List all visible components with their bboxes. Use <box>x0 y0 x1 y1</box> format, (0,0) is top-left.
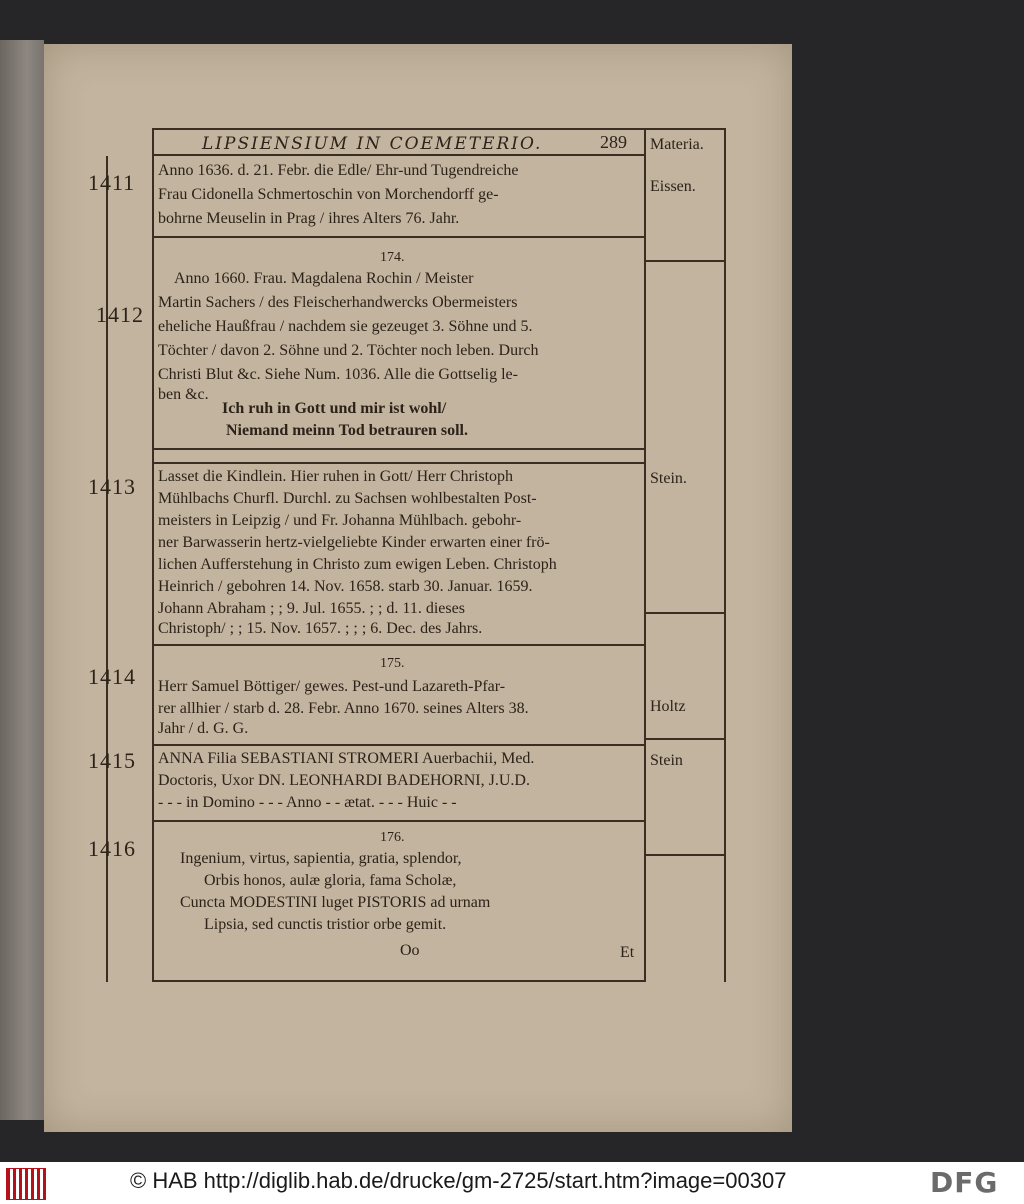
entry-line: Jahr / d. G. G. <box>158 720 249 737</box>
entry-line: Heinrich / gebohren 14. Nov. 1658. starb 30. Januar. 1659. <box>158 578 533 595</box>
column-label: Materia. <box>650 136 704 153</box>
running-title: LIPSIENSIUM IN COEMETERIO. <box>202 134 543 154</box>
bottom-rule <box>152 980 646 982</box>
entry-divider <box>152 236 646 238</box>
entry-line: Töchter / davon 2. Söhne und 2. Töchter noch leben. Durch <box>158 342 539 359</box>
entry-number: 1416 <box>88 836 136 861</box>
entry-line: Ingenium, virtus, sapientia, gratia, splendor, <box>180 850 462 867</box>
entry-line: Doctoris, Uxor DN. LEONHARDI BADEHORNI, J.U.D. <box>158 772 530 789</box>
entry-line: meisters in Leipzig / und Fr. Johanna Mühlbach. gebohr- <box>158 512 522 529</box>
material-divider <box>644 854 724 856</box>
entry-line: Anno 1636. d. 21. Febr. die Edle/ Ehr-und Tugendreiche <box>158 162 519 179</box>
entry-line: Christoph/ ; ; 15. Nov. 1657. ; ; ; 6. Dec. des Jahrs. <box>158 620 483 637</box>
entry-number: 1413 <box>88 474 136 499</box>
entry-line: bohrne Meuselin in Prag / ihres Alters 76. Jahr. <box>158 210 460 227</box>
material-divider <box>644 612 724 614</box>
entry-line: ben &c. <box>158 386 209 403</box>
left-page-edge <box>0 40 44 1120</box>
entry-number: 1414 <box>88 664 136 689</box>
number-column-rule <box>152 128 154 982</box>
entry-line: Martin Sachers / des Fleischerhandwercks Obermeisters <box>158 294 518 311</box>
entry-divider <box>152 448 646 450</box>
entry-line: Herr Samuel Böttiger/ gewes. Pest-und Lazareth-Pfar- <box>158 678 506 695</box>
entry-divider <box>152 744 646 746</box>
entry-number: 1411 <box>88 170 136 195</box>
material-label: Stein. <box>650 470 687 487</box>
entry-line: Christi Blut &c. Siehe Num. 1036. Alle die Gottselig le- <box>158 366 518 383</box>
entry-line: ANNA Filia SEBASTIANI STROMERI Auerbachii, Med. <box>158 750 535 767</box>
entry-line: Mühlbachs Churfl. Durchl. zu Sachsen wohlbestalten Post- <box>158 490 537 507</box>
signature-mark: Oo <box>400 942 420 959</box>
entry-line: Lipsia, sed cunctis tristior orbe gemit. <box>204 916 447 933</box>
footer-bar <box>0 1162 1024 1204</box>
page-number: 289 <box>600 132 627 152</box>
material-divider <box>644 260 724 262</box>
entry-line: rer allhier / starb d. 28. Febr. Anno 1670. seines Alters 38. <box>158 700 529 717</box>
material-label: Holtz <box>650 698 686 715</box>
material-label: Stein <box>650 752 683 769</box>
entry-line: Lasset die Kindlein. Hier ruhen in Gott/ Herr Christoph <box>158 468 514 485</box>
entry-line: lichen Aufferstehung in Christo zum ewigen Leben. Christoph <box>158 556 557 573</box>
verse-line: Niemand meinn Tod betrauren soll. <box>226 422 468 439</box>
credit-link[interactable]: © HAB http://diglib.hab.de/drucke/gm-2725/start.htm?image=00307 <box>130 1168 787 1193</box>
entry-line: Frau Cidonella Schmertoschin von Morchendorff ge- <box>158 186 499 203</box>
entry-number: 1415 <box>88 748 136 773</box>
entry-line: ner Barwasserin hertz-vielgeliebte Kinder erwarten einer frö- <box>158 534 550 551</box>
book-page <box>44 44 792 1132</box>
material-divider <box>644 738 724 740</box>
hab-logo-icon <box>6 1168 46 1200</box>
entry-line: - - - in Domino - - - Anno - - ætat. - - - Huic - - <box>158 794 457 811</box>
entry-line: Cuncta MODESTINI luget PISTORIS ad urnam <box>180 894 491 911</box>
entry-counter: 174. <box>380 250 405 265</box>
entry-line: eheliche Haußfrau / nachdem sie gezeuget 3. Söhne und 5. <box>158 318 533 335</box>
entry-counter: 176. <box>380 830 405 845</box>
entry-divider <box>152 462 646 464</box>
header-rule <box>152 154 646 156</box>
verse-line: Ich ruh in Gott und mir ist wohl/ <box>222 400 447 417</box>
entry-divider <box>152 644 646 646</box>
catchword: Et <box>620 944 635 961</box>
entry-divider <box>152 820 646 822</box>
entry-line: Johann Abraham ; ; 9. Jul. 1655. ; ; d. 11. dieses <box>158 600 465 617</box>
top-rule <box>152 128 724 130</box>
entry-number: 1412 <box>96 302 144 327</box>
material-label: Eissen. <box>650 178 696 195</box>
entry-counter: 175. <box>380 656 405 671</box>
entry-line: Anno 1660. Frau. Magdalena Rochin / Meister <box>174 270 474 287</box>
entry-line: Orbis honos, aulæ gloria, fama Scholæ, <box>204 872 457 889</box>
dfg-logo: DFG <box>930 1166 999 1199</box>
right-frame-rule <box>724 128 726 982</box>
